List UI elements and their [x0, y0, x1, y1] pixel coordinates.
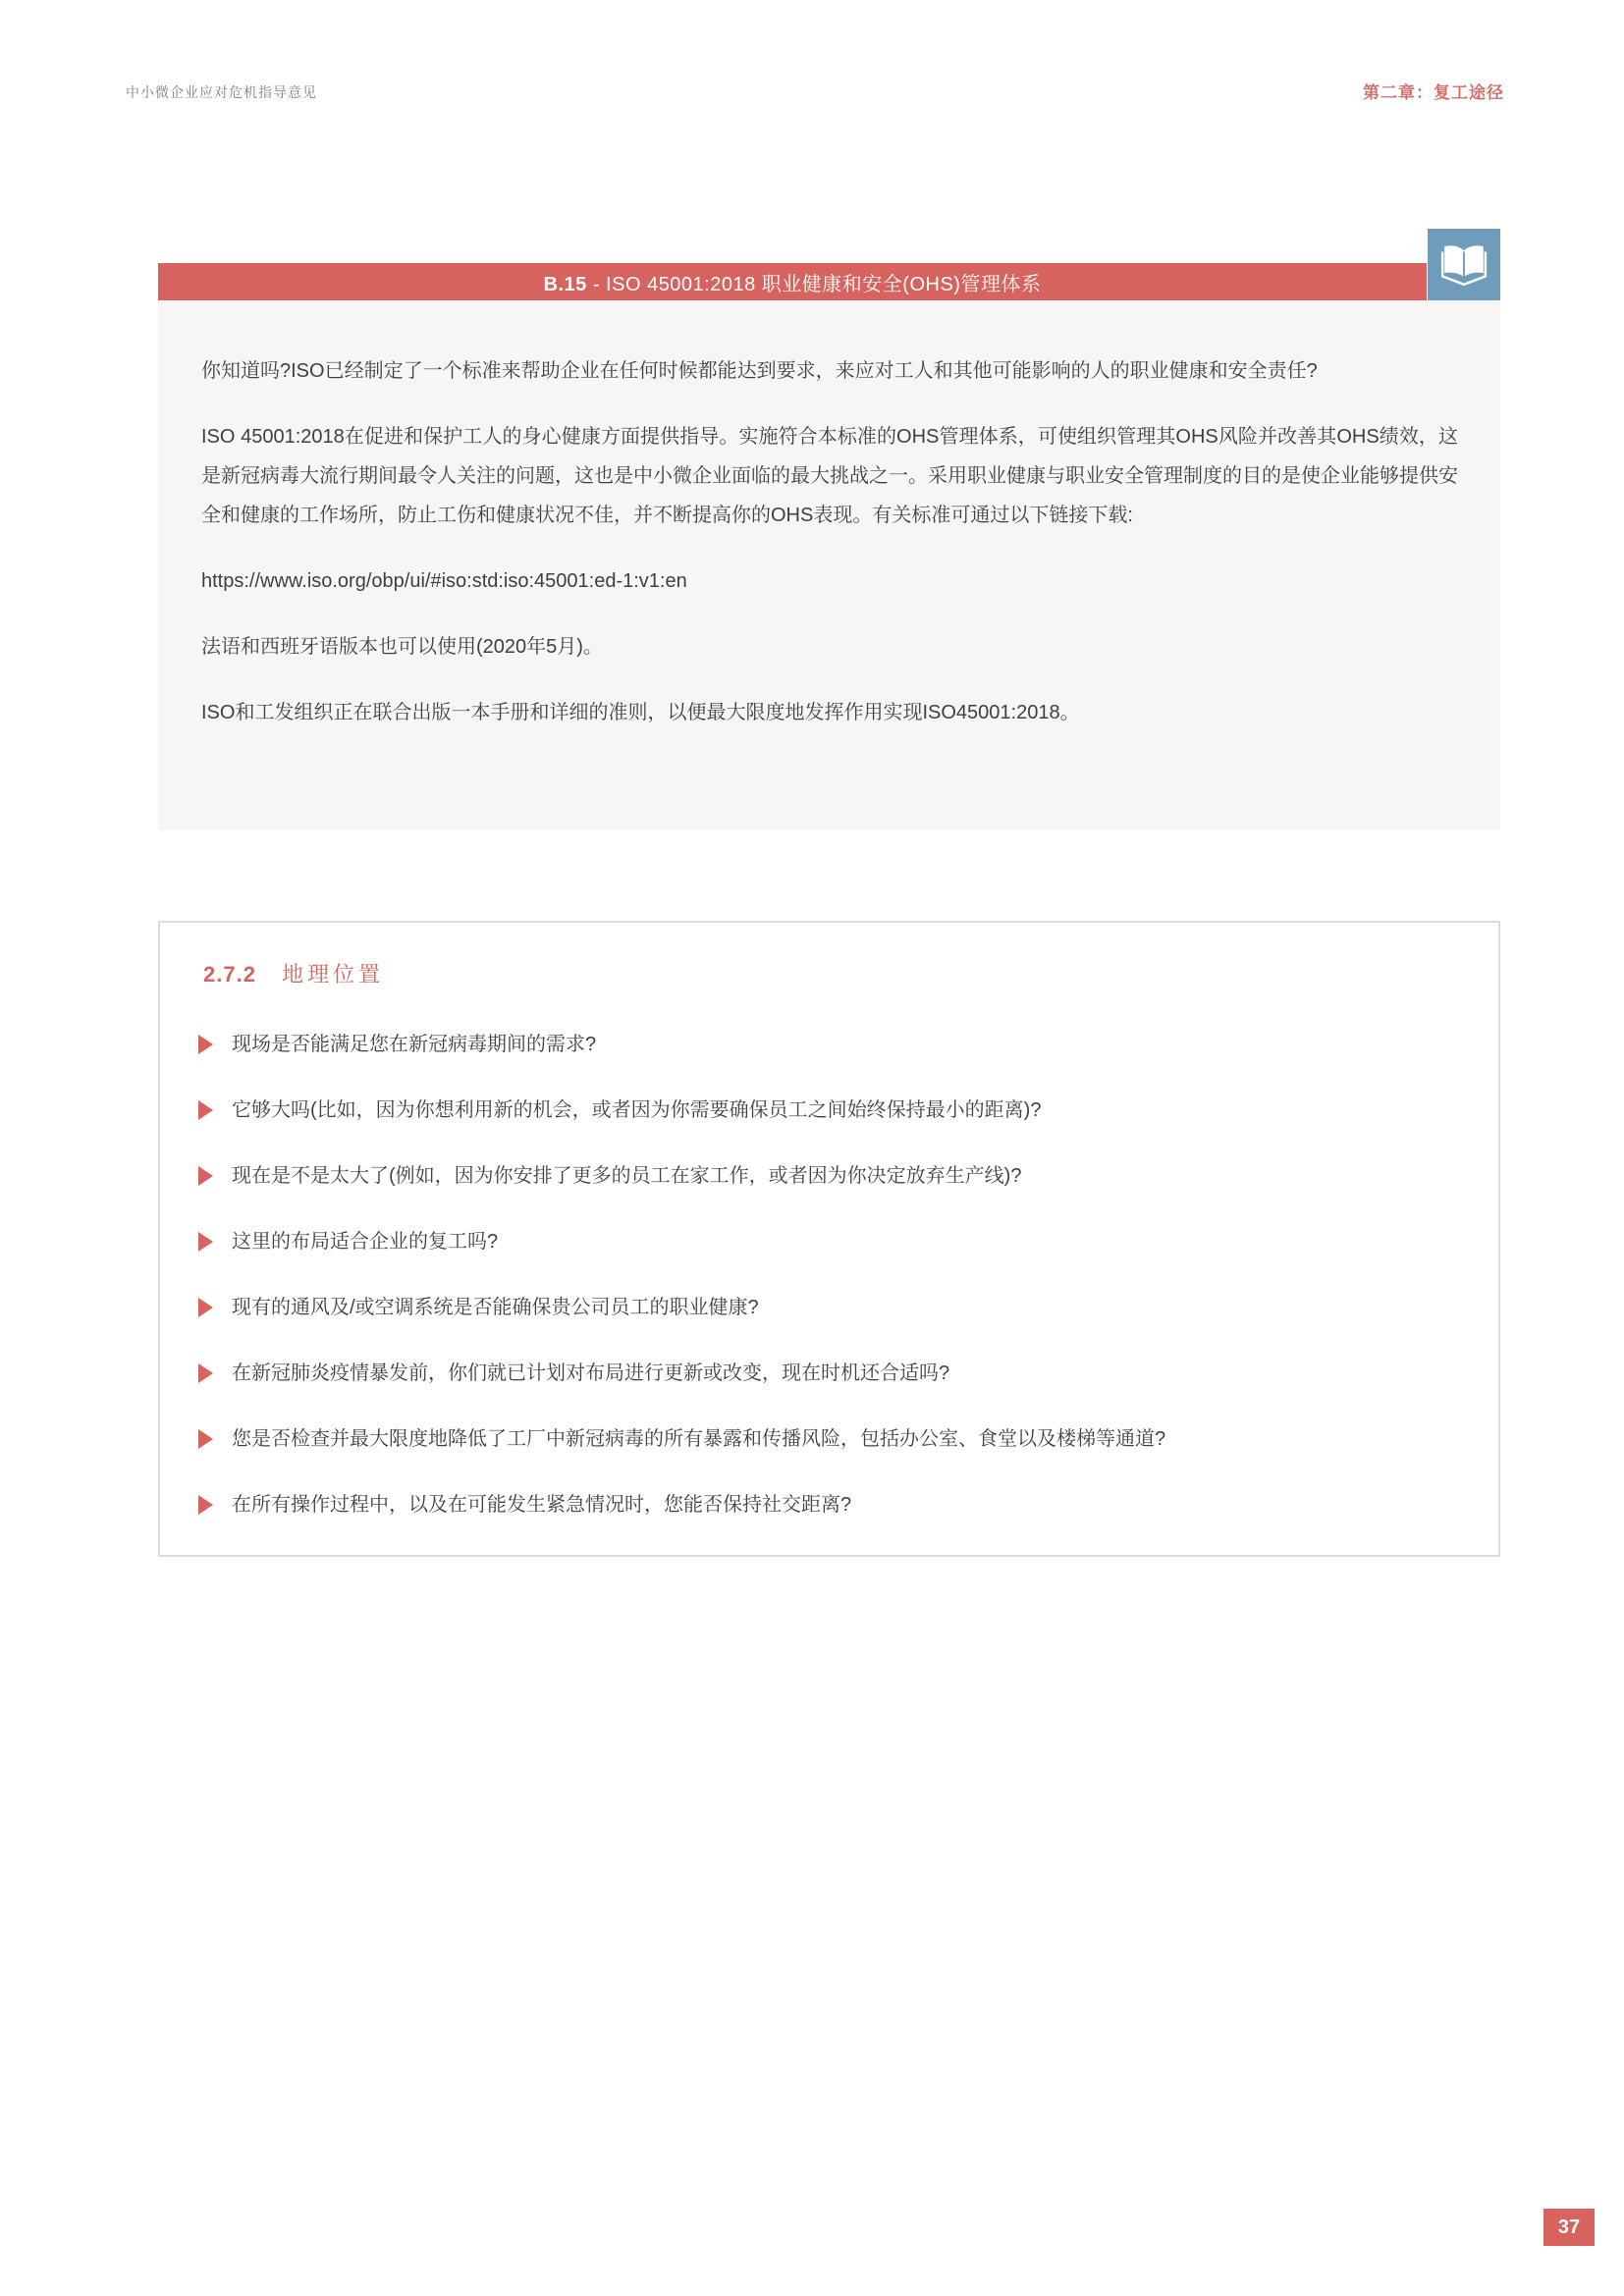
bullet-item — [198, 1485, 1456, 1524]
bullet-text: 在所有操作过程中，以及在可能发生紧急情况时，您能否保持社交距离? — [232, 1494, 852, 1516]
bullet-text: 这里的布局适合企业的复工吗? — [232, 1231, 499, 1253]
bullet-text: 现在是不是太大了(例如，因为你安排了更多的员工在家工作，或者因为你决定放弃生产线)? — [232, 1165, 1022, 1187]
triangle-bullet-icon — [198, 1495, 213, 1515]
bullet-item — [198, 1288, 1456, 1327]
triangle-bullet-icon — [198, 1232, 213, 1252]
info-link-line — [201, 561, 1458, 601]
info-paragraph-4: ISO和工发组织正在联合出版一本手册和详细的准则，以便最大限度地发挥作用实现ISO45001:2018。 — [201, 702, 1080, 723]
section-number: 2.7.2 — [203, 962, 256, 987]
info-paragraph-3: 法语和西班牙语版本也可以使用(2020年5月)。 — [201, 636, 603, 658]
bullet-item — [198, 1354, 1456, 1393]
info-paragraph-2: ISO 45001:2018在促进和保护工人的身心健康方面提供指导。实施符合本标准的OHS管理体系，可使组织管理其OHS风险并改善其OHS绩效，这是新冠病毒大流行期间最令人关注的问题，这也是中小微企业面临的最大挑战之一。采用职业健康与职业安全管理制度的目的是使企业能够提供安全和健康的工作场所，防止工伤和健康状况不佳，并不断提高你的OHS表现。有关标准可通过以下链接下载: — [201, 426, 1458, 526]
running-header-right: 第二章：复工途径 — [1363, 83, 1504, 102]
triangle-bullet-icon — [198, 1429, 213, 1449]
bullet-text: 在新冠肺炎疫情暴发前，你们就已计划对布局进行更新或改变，现在时机还合适吗? — [232, 1362, 950, 1384]
bullet-item — [198, 1091, 1456, 1130]
info-box — [158, 300, 1500, 830]
bullet-item — [198, 1222, 1456, 1261]
bullet-text: 现场是否能满足您在新冠病毒期间的需求? — [232, 1034, 597, 1055]
bullet-item — [198, 1156, 1456, 1196]
iso-standard-link[interactable]: https://www.iso.org/obp/ui/#iso:std:iso:45001:ed-1:v1:en — [201, 570, 687, 592]
open-book-icon — [1439, 241, 1489, 289]
section-banner — [158, 263, 1427, 300]
triangle-bullet-icon — [198, 1166, 213, 1186]
banner-title-number: B.15 — [543, 273, 587, 295]
bullet-text: 现有的通风及/或空调系统是否能确保贵公司员工的职业健康? — [232, 1297, 759, 1318]
triangle-bullet-icon — [198, 1035, 213, 1054]
bullet-list — [198, 1025, 1456, 1524]
book-icon-tile — [1428, 229, 1500, 300]
bullet-item — [198, 1025, 1456, 1064]
info-paragraph-1: 你知道吗?ISO已经制定了一个标准来帮助企业在任何时候都能达到要求，来应对工人和其他可能影响的人的职业健康和安全责任? — [201, 360, 1318, 382]
checklist-box — [158, 921, 1500, 1557]
triangle-bullet-icon — [198, 1363, 213, 1383]
section-title: 地理位置 — [281, 962, 384, 987]
triangle-bullet-icon — [198, 1100, 213, 1120]
bullet-text: 它够大吗(比如，因为你想利用新的机会，或者因为你需要确保员工之间始终保持最小的距离)? — [232, 1099, 1042, 1121]
section-heading — [203, 958, 1456, 988]
banner-title-text: - ISO 45001:2018 职业健康和安全(OHS)管理体系 — [586, 273, 1042, 295]
banner-title — [544, 268, 1042, 296]
bullet-item — [198, 1419, 1456, 1459]
triangle-bullet-icon — [198, 1298, 213, 1317]
page-number-badge: 37 — [1543, 2209, 1595, 2246]
bullet-text: 您是否检查并最大限度地降低了工厂中新冠病毒的所有暴露和传播风险，包括办公室、食堂以及楼梯等通道? — [232, 1428, 1166, 1450]
running-header-left: 中小微企业应对危机指导意见 — [126, 84, 317, 100]
